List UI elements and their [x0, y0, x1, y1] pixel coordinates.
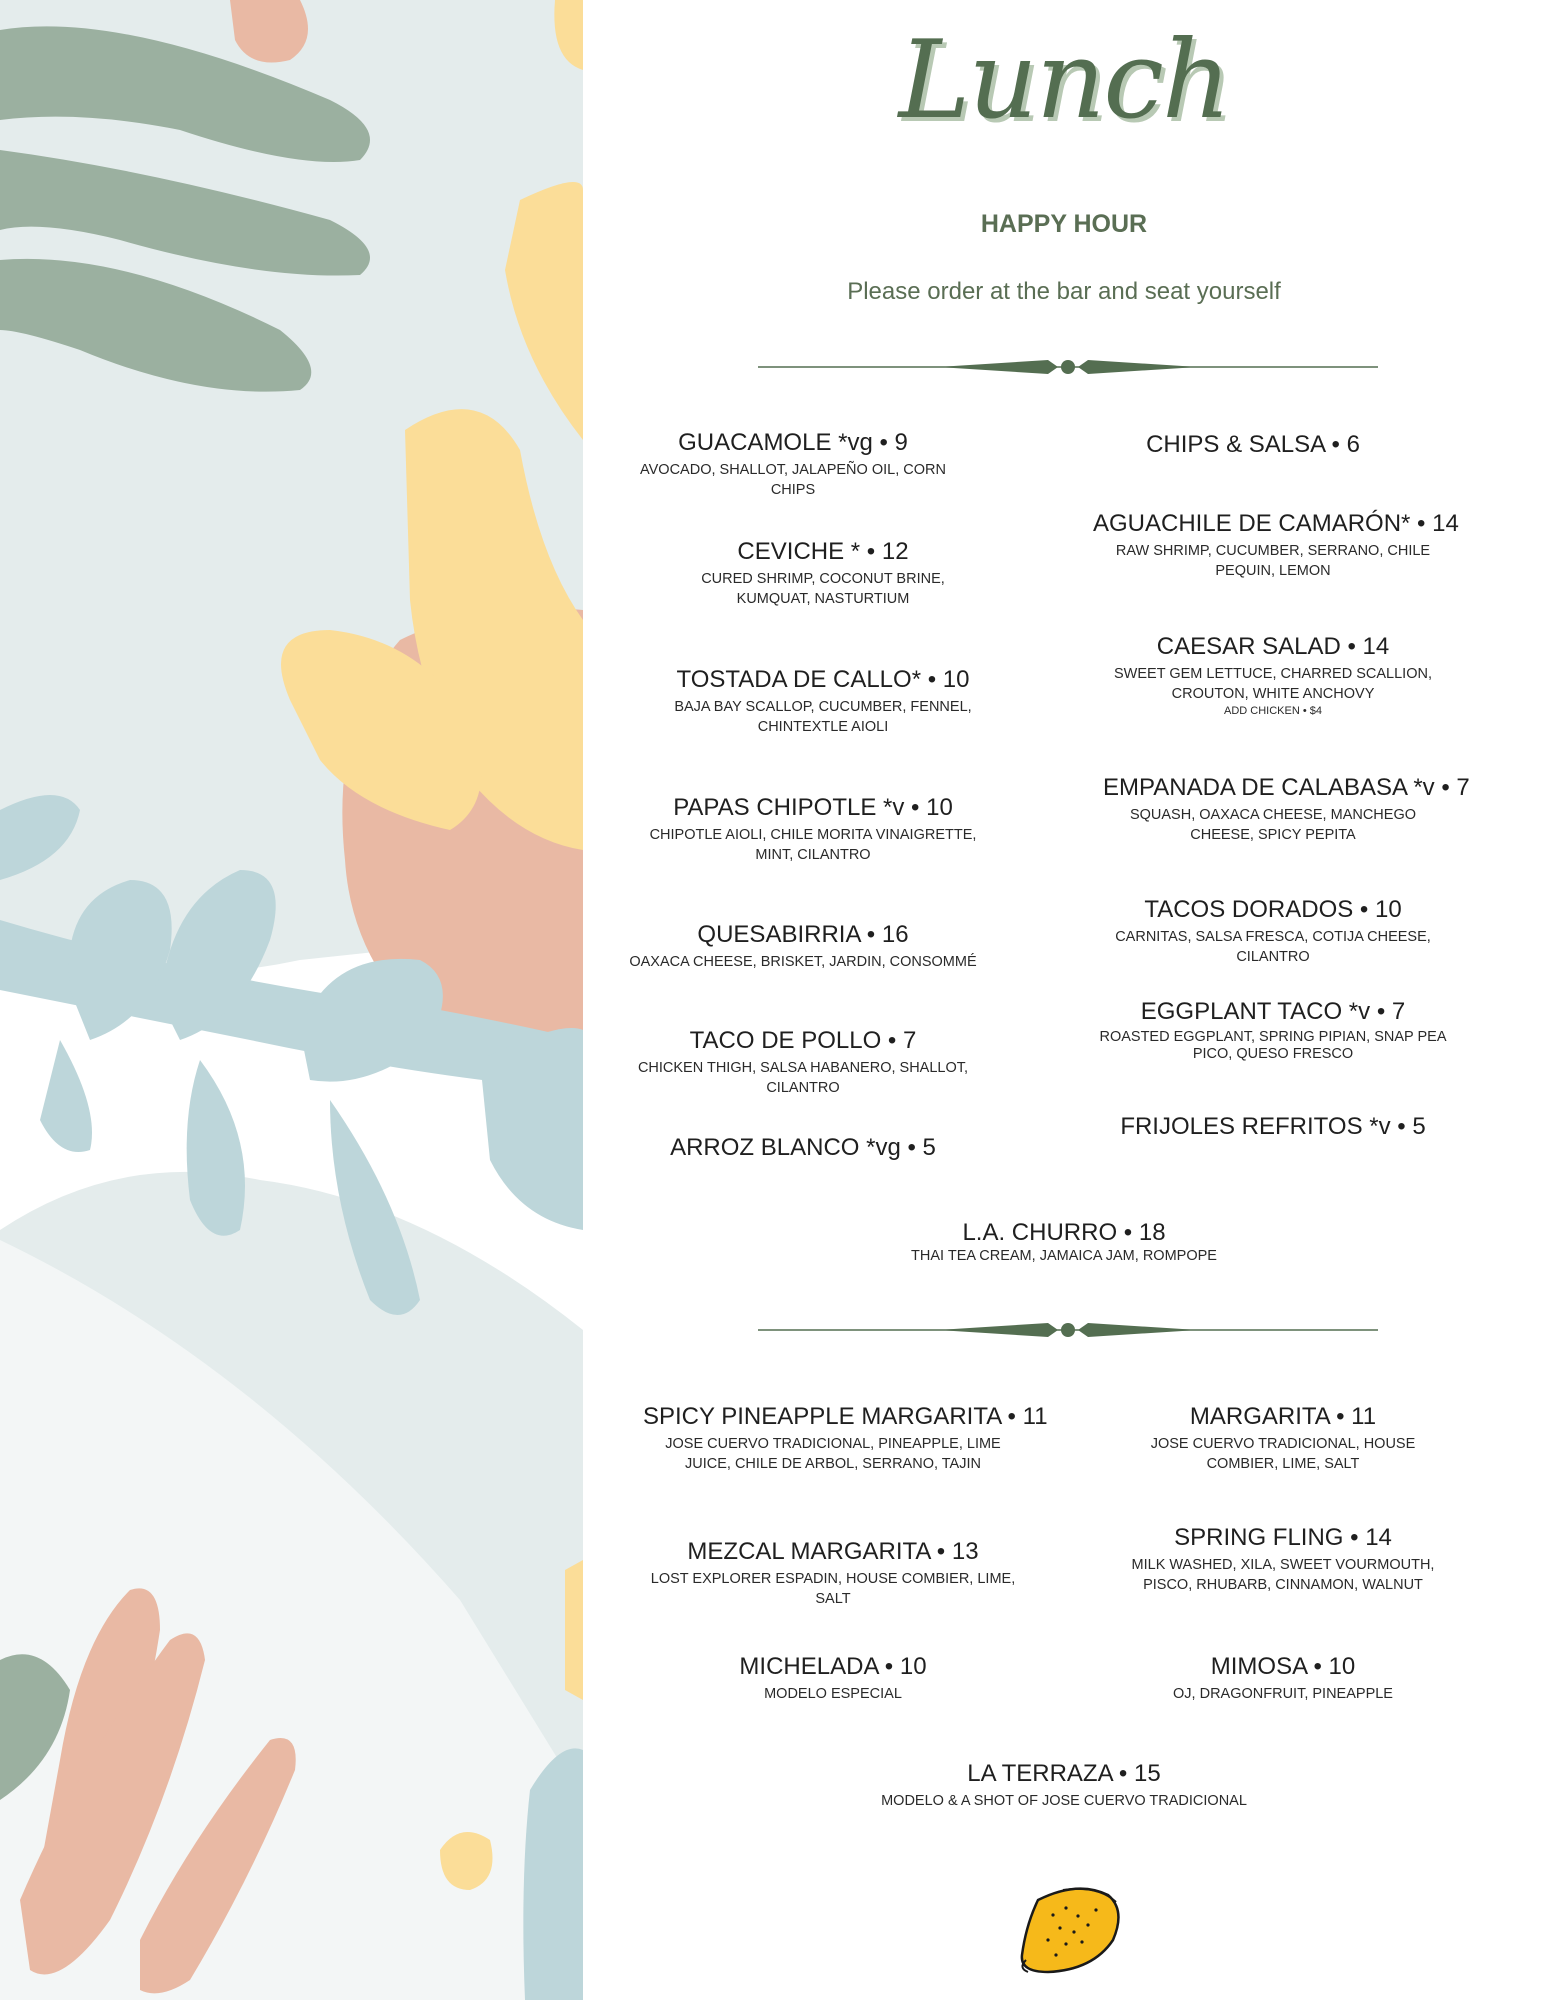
item-description: CURED SHRIMP, COCONUT BRINE, KUMQUAT, NASTURTIUM: [701, 571, 945, 607]
item-description: JOSE CUERVO TRADICIONAL, PINEAPPLE, LIME JUICE, CHILE DE ARBOL, SERRANO, TAJIN: [665, 1436, 1001, 1472]
decorative-panel: [0, 0, 583, 2000]
menu-item-chips-salsa: [1083, 430, 1423, 460]
item-name: MEZCAL MARGARITA • 13: [687, 1538, 979, 1565]
item-name: EGGPLANT TACO *v • 7: [1140, 998, 1406, 1025]
item-description: LOST EXPLORER ESPADIN, HOUSE COMBIER, LIME, SALT: [650, 1571, 1016, 1607]
item-description: SWEET GEM LETTUCE, CHARRED SCALLION, CROUTON, WHITE ANCHOVY: [1114, 666, 1432, 702]
menu-item-tacos-dorados: [1083, 895, 1463, 967]
item-description: THAI TEA CREAM, JAMAICA JAM, ROMPOPE: [911, 1248, 1217, 1264]
item-name: EMPANADA DE CALABASA *v • 7: [1103, 774, 1470, 801]
item-description: MODELO ESPECIAL: [764, 1686, 902, 1702]
item-name: MARGARITA • 11: [1189, 1403, 1377, 1430]
item-name: TACOS DORADOS • 10: [1144, 896, 1402, 923]
item-description: ROASTED EGGPLANT, SPRING PIPIAN, SNAP PEA PICO, QUESO FRESCO: [1099, 1029, 1447, 1062]
item-name: FRIJOLES REFRITOS *v • 5: [1120, 1113, 1426, 1140]
item-description: BAJA BAY SCALLOP, CUCUMBER, FENNEL, CHINTEXTLE AIOLI: [674, 699, 972, 735]
item-name: TOSTADA DE CALLO* • 10: [676, 666, 970, 693]
item-name: SPRING FLING • 14: [1174, 1524, 1392, 1551]
item-add-on: ADD CHICKEN • $4: [1224, 705, 1322, 717]
item-description: SQUASH, OAXACA CHEESE, MANCHEGO CHEESE, SPICY PEPITA: [1129, 807, 1417, 843]
item-name: CHIPS & SALSA • 6: [1146, 431, 1360, 458]
ornamental-divider: [758, 355, 1378, 379]
abstract-leaf-illustration: [0, 0, 583, 2000]
menu-item-aguachile: [1093, 509, 1459, 581]
menu-item-guacamole: [623, 428, 963, 500]
section-heading: HAPPY HOUR: [980, 210, 1148, 238]
menu-item-empanada-de-calabasa: [1103, 773, 1470, 845]
menu-item-papas-chipotle: [643, 793, 983, 865]
drink-la-terraza: [583, 1759, 1545, 1811]
item-name: MICHELADA • 10: [739, 1653, 927, 1680]
menu-item-eggplant-taco: [1083, 997, 1463, 1063]
menu-item-quesabirria: [623, 920, 983, 972]
item-description: CHIPOTLE AIOLI, CHILE MORITA VINAIGRETTE, MINT, CILANTRO: [649, 827, 977, 863]
item-name: QUESABIRRIA • 16: [697, 921, 909, 948]
item-description: CHICKEN THIGH, SALSA HABANERO, SHALLOT, CILANTRO: [637, 1060, 969, 1096]
menu-item-frijoles-refritos: [1083, 1112, 1463, 1142]
drink-spicy-pineapple-margarita: [643, 1402, 1048, 1474]
item-name: AGUACHILE DE CAMARÓN* • 14: [1093, 510, 1459, 537]
item-description: MODELO & A SHOT OF JOSE CUERVO TRADICIONAL: [881, 1793, 1247, 1809]
ordering-instructions: Please order at the bar and seat yourself: [847, 278, 1281, 305]
item-name: ARROZ BLANCO *vg • 5: [670, 1134, 936, 1161]
menu-item-taco-de-pollo: [603, 1026, 1003, 1098]
item-description: RAW SHRIMP, CUCUMBER, SERRANO, CHILE PEQUIN, LEMON: [1115, 543, 1431, 579]
menu-item-caesar-salad: [1103, 632, 1443, 718]
item-name: CEVICHE * • 12: [737, 538, 909, 565]
drink-michelada: [643, 1652, 1023, 1704]
item-name: TACO DE POLLO • 7: [689, 1027, 917, 1054]
item-name: L.A. CHURRO • 18: [962, 1219, 1166, 1246]
drink-margarita: [1123, 1402, 1443, 1474]
menu-item-ceviche: [673, 537, 973, 609]
menu-item-arroz-blanco: [623, 1133, 983, 1163]
menu-item-tostada-de-callo: [673, 665, 973, 737]
item-name: PAPAS CHIPOTLE *v • 10: [673, 794, 953, 821]
item-name: MIMOSA • 10: [1210, 1653, 1356, 1680]
item-description: OJ, DRAGONFRUIT, PINEAPPLE: [1173, 1686, 1393, 1702]
item-description: OAXACA CHEESE, BRISKET, JARDIN, CONSOMMÉ: [629, 954, 977, 970]
ornamental-divider: [758, 1318, 1378, 1342]
item-description: JOSE CUERVO TRADICIONAL, HOUSE COMBIER, LIME, SALT: [1150, 1436, 1416, 1472]
item-description: CARNITAS, SALSA FRESCA, COTIJA CHEESE, CILANTRO: [1115, 929, 1431, 965]
menu-item-la-churro: [583, 1218, 1545, 1266]
drink-mezcal-margarita: [643, 1537, 1023, 1609]
lemon-icon: [1008, 1880, 1128, 1975]
drink-mimosa: [1123, 1652, 1443, 1704]
item-description: MILK WASHED, XILA, SWEET VOURMOUTH, PISCO, RHUBARB, CINNAMON, WALNUT: [1131, 1557, 1435, 1593]
drink-spring-fling: [1123, 1523, 1443, 1595]
menu-content: [583, 0, 1545, 2000]
item-name: LA TERRAZA • 15: [967, 1760, 1161, 1787]
menu-title: Lunch: [898, 18, 1230, 143]
item-name: SPICY PINEAPPLE MARGARITA • 11: [643, 1403, 1048, 1430]
item-name: GUACAMOLE *vg • 9: [678, 429, 908, 456]
item-description: AVOCADO, SHALLOT, JALAPEÑO OIL, CORN CHIPS: [640, 462, 946, 498]
item-name: CAESAR SALAD • 14: [1156, 633, 1390, 660]
